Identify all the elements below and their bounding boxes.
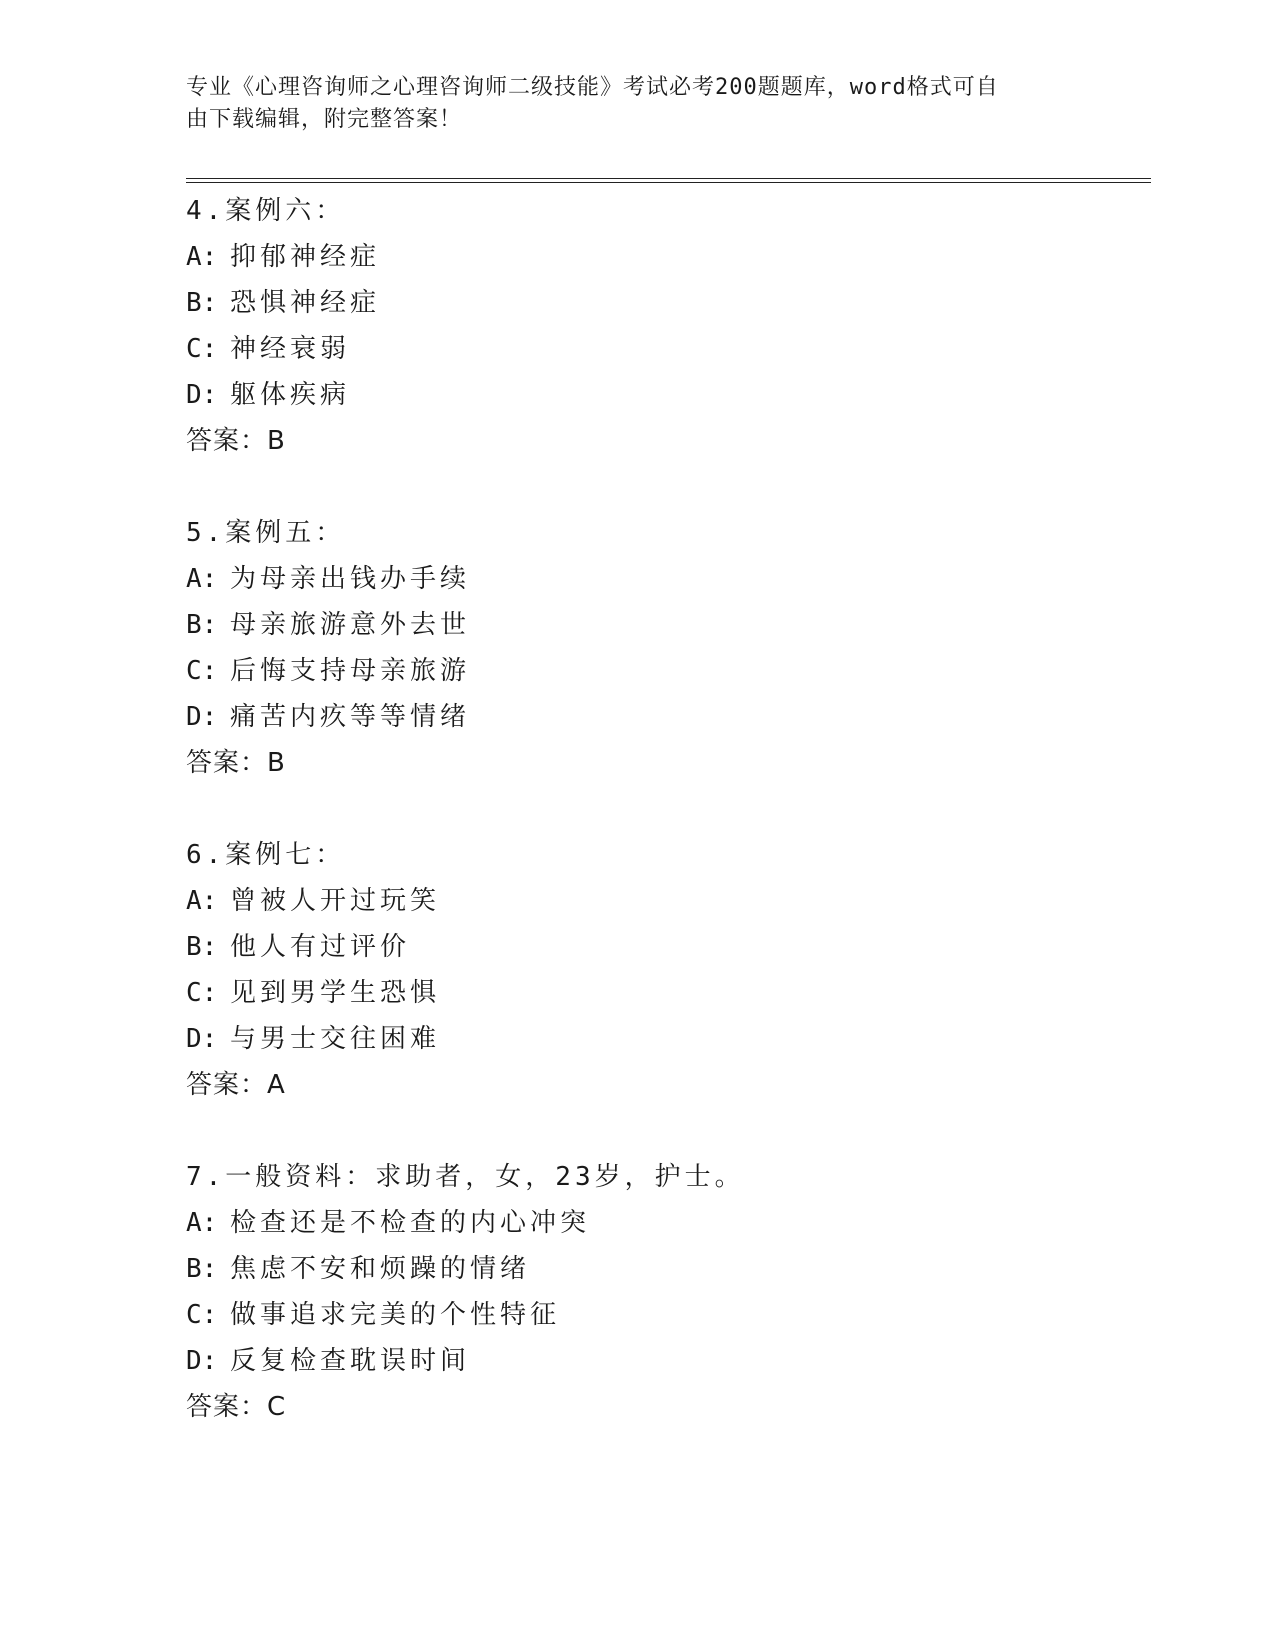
option-text: 母亲旅游意外去世 xyxy=(230,610,471,640)
option-text: 与男士交往困难 xyxy=(230,1024,441,1054)
question-stem: 4.案例六： xyxy=(186,196,346,226)
option-a xyxy=(186,234,1146,280)
option-text: 见到男学生恐惧 xyxy=(230,978,441,1008)
option-text: 躯体疾病 xyxy=(230,380,351,410)
option-d xyxy=(186,694,1146,740)
option-key: A: xyxy=(186,242,218,272)
question-5 xyxy=(186,510,1146,786)
question-stem: 6.案例七： xyxy=(186,840,346,870)
option-text: 他人有过评价 xyxy=(230,932,411,962)
option-a xyxy=(186,878,1146,924)
option-a xyxy=(186,556,1146,602)
option-a xyxy=(186,1200,1146,1246)
option-d xyxy=(186,372,1146,418)
option-d xyxy=(186,1338,1146,1384)
header-line-2: 由下载编辑，附完整答案！ xyxy=(186,107,463,132)
answer-line: 答案：A xyxy=(186,1070,286,1100)
question-6 xyxy=(186,832,1146,1108)
option-b xyxy=(186,924,1146,970)
document-header xyxy=(186,72,1086,136)
answer-line: 答案：B xyxy=(186,426,286,456)
header-divider xyxy=(186,178,1151,183)
option-text: 焦虑不安和烦躁的情绪 xyxy=(230,1254,531,1284)
option-c xyxy=(186,648,1146,694)
option-text: 痛苦内疚等等情绪 xyxy=(230,702,471,732)
option-c xyxy=(186,1292,1146,1338)
question-stem: 5.案例五： xyxy=(186,518,346,548)
option-text: 曾被人开过玩笑 xyxy=(230,886,441,916)
option-key: D: xyxy=(186,702,218,732)
question-stem: 7.一般资料：求助者，女，23岁，护士。 xyxy=(186,1162,745,1192)
option-key: C: xyxy=(186,1300,218,1330)
option-key: D: xyxy=(186,1024,218,1054)
option-text: 做事追求完美的个性特征 xyxy=(230,1300,561,1330)
option-b xyxy=(186,602,1146,648)
option-key: A: xyxy=(186,1208,218,1238)
option-key: B: xyxy=(186,1254,218,1284)
option-text: 抑郁神经症 xyxy=(230,242,381,272)
option-text: 检查还是不检查的内心冲突 xyxy=(230,1208,591,1238)
option-key: B: xyxy=(186,610,218,640)
option-key: C: xyxy=(186,978,218,1008)
option-key: B: xyxy=(186,288,218,318)
answer-line: 答案：B xyxy=(186,748,286,778)
option-key: C: xyxy=(186,334,218,364)
option-c xyxy=(186,326,1146,372)
option-text: 后悔支持母亲旅游 xyxy=(230,656,471,686)
question-4 xyxy=(186,188,1146,464)
option-key: A: xyxy=(186,564,218,594)
option-key: D: xyxy=(186,380,218,410)
option-text: 反复检查耽误时间 xyxy=(230,1346,471,1376)
option-key: C: xyxy=(186,656,218,686)
option-b xyxy=(186,280,1146,326)
option-c xyxy=(186,970,1146,1016)
option-text: 恐惧神经症 xyxy=(230,288,381,318)
answer-line: 答案：C xyxy=(186,1392,287,1422)
option-b xyxy=(186,1246,1146,1292)
option-d xyxy=(186,1016,1146,1062)
option-text: 为母亲出钱办手续 xyxy=(230,564,471,594)
option-key: B: xyxy=(186,932,218,962)
question-list xyxy=(186,188,1146,1476)
option-key: D: xyxy=(186,1346,218,1376)
option-key: A: xyxy=(186,886,218,916)
header-line-1: 专业《心理咨询师之心理咨询师二级技能》考试必考200题题库，word格式可自 xyxy=(186,75,999,100)
option-text: 神经衰弱 xyxy=(230,334,351,364)
question-7 xyxy=(186,1154,1146,1430)
